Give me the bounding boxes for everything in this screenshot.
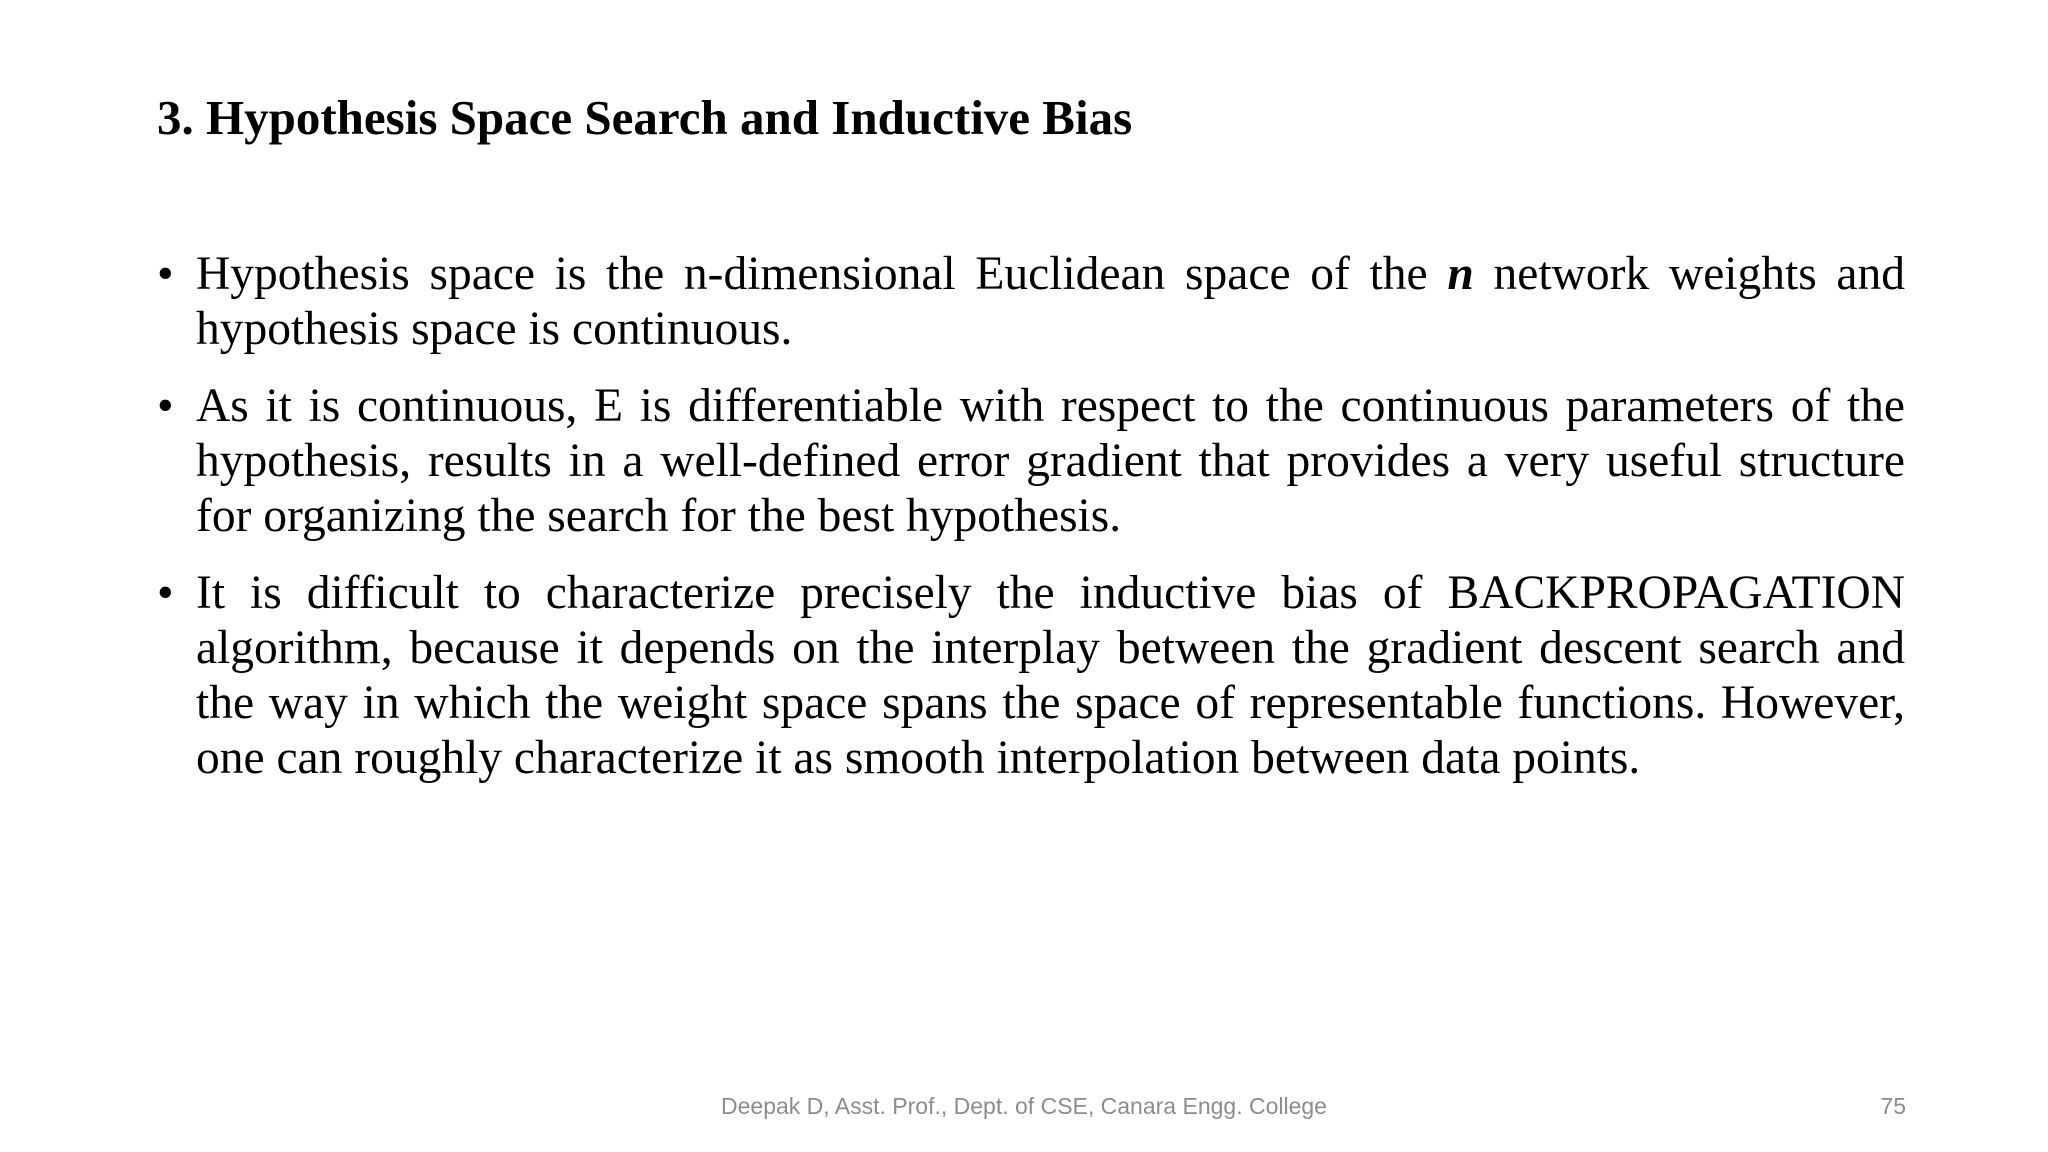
bullet-text: It is difficult to characterize precisely the inductive bias of BACKPROPAGATION algorithm, because it depends on the interplay between the gradient descent search and the way in which the weight space spans the space of representable functions. However, one can roughly characterize it as smooth interpolation between data points. [196, 567, 1905, 784]
bullet-text-emphasis: n [1447, 248, 1474, 300]
page-number: 75 [1880, 1093, 1906, 1119]
bullet-item-differentiable [157, 379, 1905, 544]
bullet-marker: • [157, 248, 174, 300]
bullet-marker: • [157, 567, 174, 619]
bullet-list [157, 247, 1905, 808]
bullet-marker: • [157, 380, 174, 432]
slide-title: 3. Hypothesis Space Search and Inductive Bias [157, 90, 1133, 145]
footer-text: Deepak D, Asst. Prof., Dept. of CSE, Canara Engg. College [721, 1093, 1327, 1119]
bullet-text-part: Hypothesis space is the n-dimensional Euclidean space of the [196, 248, 1448, 300]
bullet-text-part: network weights and hypothesis space is continuous. [196, 248, 1905, 355]
bullet-item-inductive-bias [157, 566, 1905, 786]
bullet-item-hypothesis-space [157, 247, 1905, 357]
bullet-text: As it is continuous, E is differentiable with respect to the continuous parameters of the hypothesis, results in a well-defined error gradient that provides a very useful structure for organizing the search for the best hypothesis. [196, 380, 1905, 542]
